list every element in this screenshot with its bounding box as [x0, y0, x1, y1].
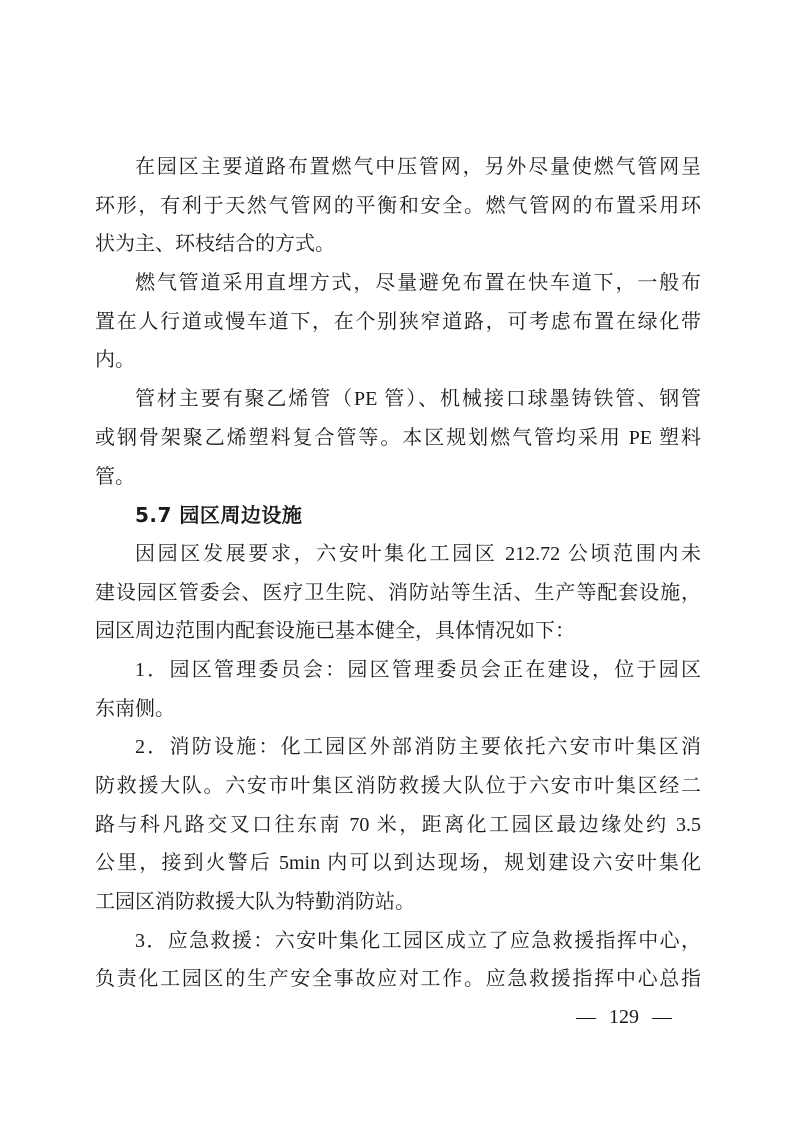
paragraph: [95, 728, 701, 921]
section-heading: [95, 496, 701, 535]
text-line: 燃气管道采用直埋方式，尽量避免布置在快车道下，一般布: [135, 272, 701, 295]
paragraph: [95, 535, 701, 651]
footer-dash-left: —: [576, 1006, 596, 1028]
text-line: 园区周边范围内配套设施已基本健全，具体情况如下：: [95, 620, 575, 643]
text-line: 或钢骨架聚乙烯塑料复合管等。本区规划燃气管均采用 PE 塑料: [95, 426, 701, 449]
text-line: 路与科凡路交叉口往东南 70 米，距离化工园区最边缘处约 3.5: [95, 813, 701, 836]
text-line: 在园区主要道路布置燃气中压管网，另外尽量使燃气管网呈: [135, 156, 701, 178]
text-line: 3．应急救援：六安叶集化工园区成立了应急救援指挥中心，: [135, 929, 701, 952]
text-line: 环形，有利于天然气管网的平衡和安全。燃气管网的布置采用环: [95, 194, 701, 217]
text-line: 置在人行道或慢车道下，在个别狭窄道路，可考虑布置在绿化带: [95, 310, 701, 333]
paragraph: [95, 380, 701, 496]
text-line: 公里，接到火警后 5min 内可以到达现场，规划建设六安叶集化: [95, 852, 701, 875]
text-line: 东南侧。: [95, 697, 175, 720]
paragraph: [95, 922, 701, 999]
text-line: 管。: [95, 465, 135, 488]
footer-dash-right: —: [652, 1006, 672, 1028]
text-line: 1．园区管理委员会：园区管理委员会正在建设，位于园区: [135, 658, 701, 681]
paragraph: [95, 651, 701, 728]
text-line: 管材主要有聚乙烯管（PE 管）、机械接口球墨铸铁管、钢管: [135, 388, 701, 411]
text-line: 负责化工园区的生产安全事故应对工作。应急救援指挥中心总指: [95, 968, 701, 991]
text-line: 2．消防设施：化工园区外部消防主要依托六安市叶集区消: [135, 736, 701, 759]
paragraph: [95, 264, 701, 380]
text-line: 工园区消防救援大队为特勤消防站。: [95, 891, 415, 914]
text-line: 内。: [95, 349, 135, 372]
page-number: 129: [609, 1006, 639, 1028]
text-line: 因园区发展要求，六安叶集化工园区 212.72 公顷范围内未: [135, 542, 701, 565]
paragraph: [95, 148, 701, 264]
text-line: 5.7 园区周边设施: [135, 503, 303, 528]
page-footer: [576, 1004, 672, 1030]
text-line: 状为主、环枝结合的方式。: [95, 233, 335, 256]
document-content: [95, 148, 701, 999]
text-line: 建设园区管委会、医疗卫生院、消防站等生活、生产等配套设施，: [95, 581, 701, 604]
text-line: 防救援大队。六安市叶集区消防救援大队位于六安市叶集区经二: [95, 775, 701, 797]
